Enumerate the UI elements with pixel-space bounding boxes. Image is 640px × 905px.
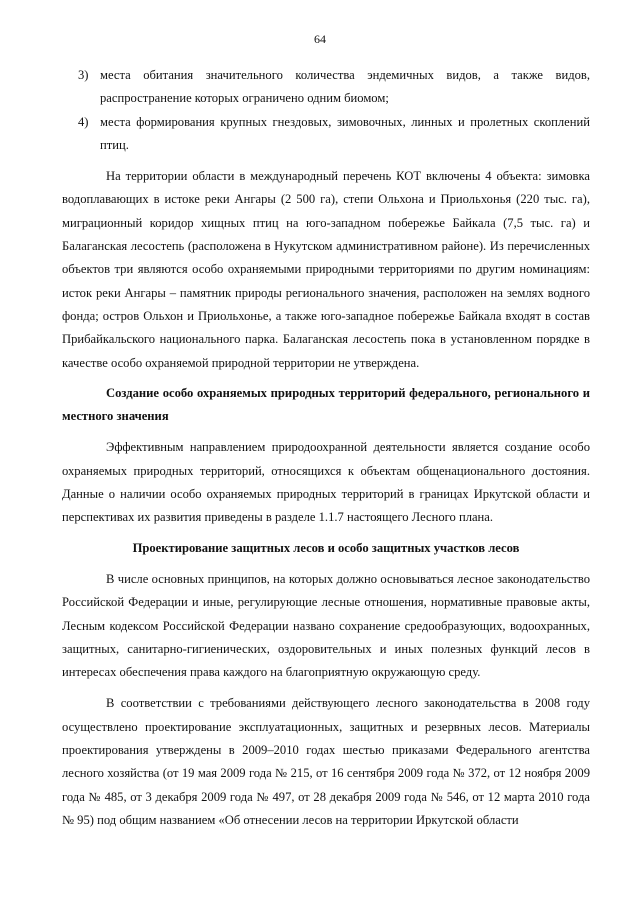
paragraph-kot: На территории области в международный перечень КОТ включены 4 объекта: зимовка водоплавающих в истоке реки Ангары (2 500 га), степи Ольхона и Приольхонья (220 тыс. га), миграционный коридор хищных птиц на юго-западном побережье Байкала (7,5 тыс. га) и Балаганская лесостепь (расположена в Нукутском административном районе). Из перечисленных объектов три являются особо охраняемыми природными территориями по другим номинациям: исток реки Ангары – памятник природы регионального значения, расположен на землях водного фонда; остров Ольхон и Приольхонье, а также юго-западное побережье Байкала входят в состав Прибайкальского национального парка. Балаганская лесостепь пока в установленном порядке в качестве особо охраняемой природной территории не утверждена. xyxy=(62,169,590,370)
list-item-number: 4) xyxy=(78,114,89,129)
page-number: 64 xyxy=(314,32,326,46)
list-item xyxy=(78,111,590,158)
paragraph-effective: Эффективным направлением природоохранной деятельности является создание особо охраняемых природных территорий, относящихся к объектам общенационального достояния. Данные о наличии особо охраняемых природных территорий в границах Иркутской области и перспективах их развития приведены в разделе 1.1.7 настоящего Лесного плана. xyxy=(62,440,590,525)
list-item-number: 3) xyxy=(78,68,89,82)
page-content xyxy=(62,64,590,832)
section-heading-design: Проектирование защитных лесов и особо защитных участков лесов xyxy=(132,540,520,555)
paragraph-accordance: В соответствии с требованиями действующего лесного законодательства в 2008 году осуществлено проектирование эксплуатационных, защитных и резервных лесов. Материалы проектирования утверждены в 2009–2010 годах шестью приказами Федерального агентства лесного хозяйства (от 19 мая 2009 года № 215, от 16 сентября 2009 года № 372, от 12 ноября 2009 года № 485, от 3 декабря 2009 года № 497, от 28 декабря 2009 года № 546, от 12 марта 2010 года № 95) под общим названием «Об отнесении лесов на территории Иркутской области xyxy=(62,696,590,827)
section-heading-creation: Создание особо охраняемых природных территорий федерального, регионального и местного значения xyxy=(62,385,590,424)
list-item xyxy=(78,64,590,111)
list-item-text: места формирования крупных гнездовых, зимовочных, линных и пролетных скоплений птиц. xyxy=(100,114,590,152)
paragraph-principles: В числе основных принципов, на которых должно основываться лесное законодательство Российской Федерации и иные, регулирующие лесные отношения, нормативные правовые акты, Лесным кодексом Российской Федерации названо сохранение средообразующих, водоохранных, защитных, санитарно-гигиенических, оздоровительных и иных полезных функций лесов в интересах обеспечения права каждого на благоприятную окружающую среду. xyxy=(62,571,590,680)
list-item-text: места обитания значительного количества эндемичных видов, а также видов, распространение которых ограничено одним биомом; xyxy=(100,68,590,106)
